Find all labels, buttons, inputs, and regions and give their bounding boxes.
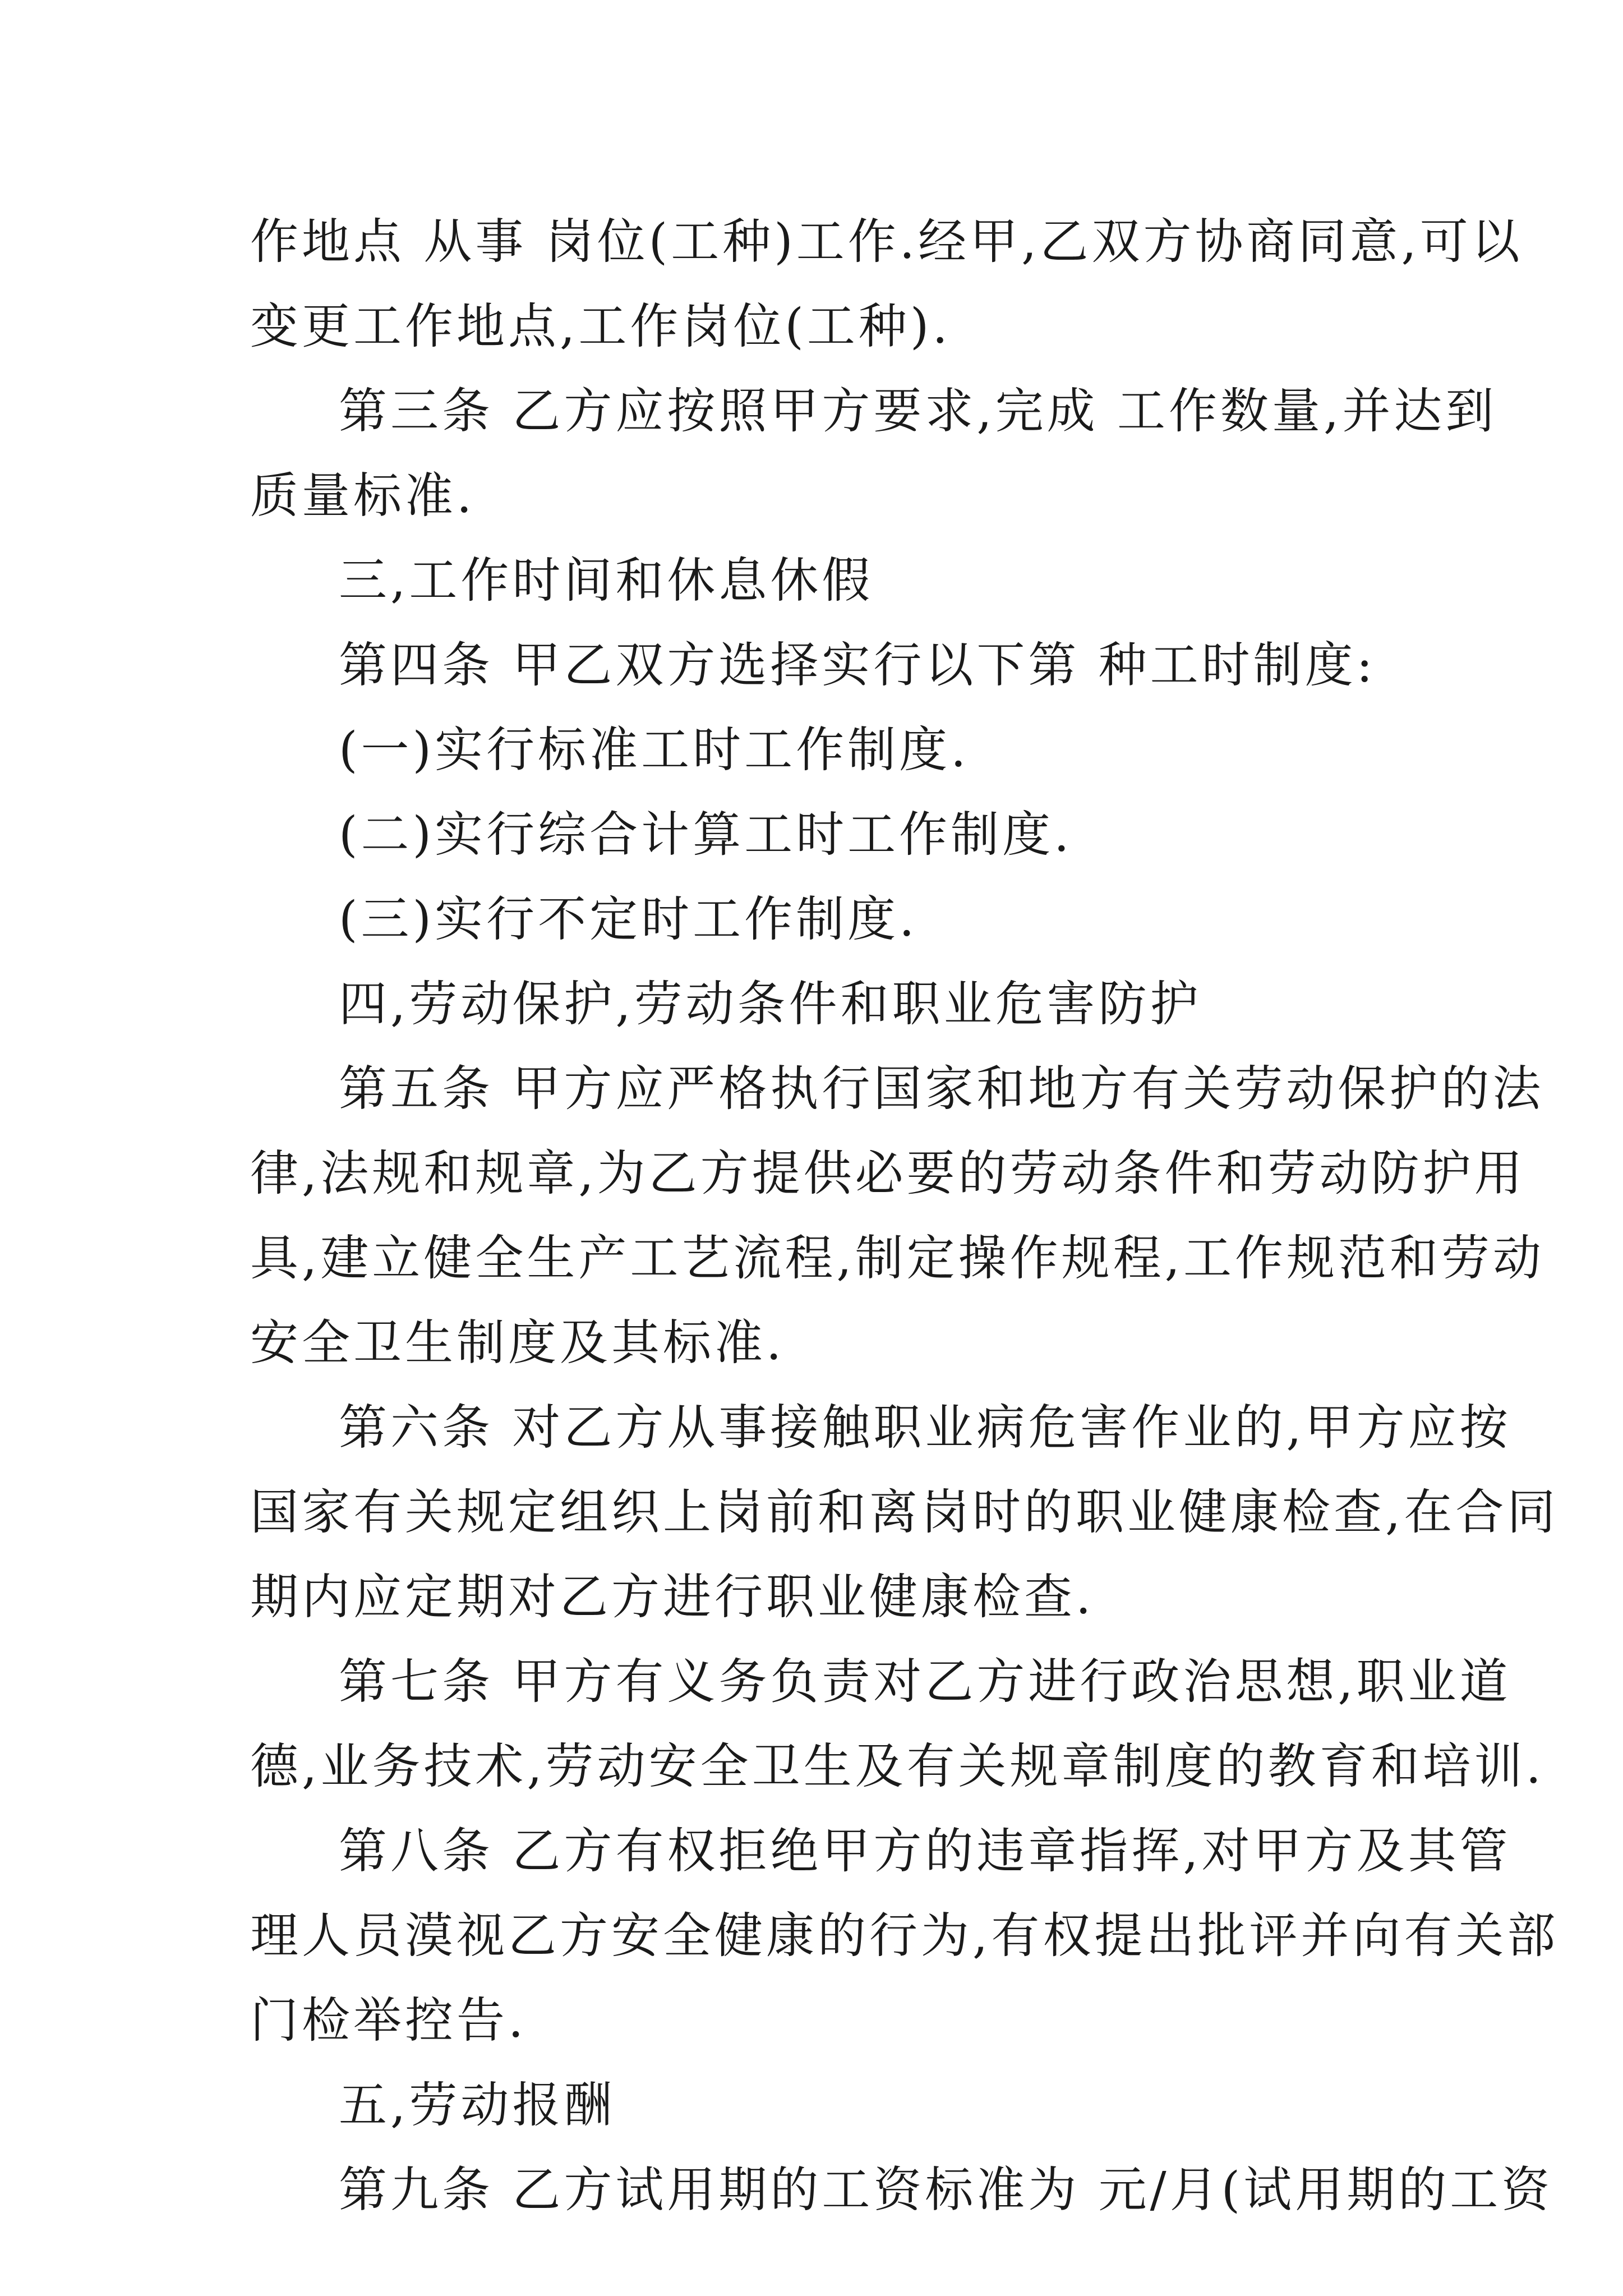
text-line: 具,建立健全生产工艺流程,制定操作规程,工作规范和劳动 — [250, 1230, 1545, 1286]
text-line: 第六条 对乙方从事接触职业病危害作业的,甲方应按 — [339, 1400, 1511, 1456]
text-line: 律,法规和规章,为乙方提供必要的劳动条件和劳动防护用 — [250, 1145, 1526, 1202]
text-line: 第八条 乙方有权拒绝甲方的违章指挥,对甲方及其管 — [339, 1823, 1511, 1879]
text-line: 第四条 甲乙双方选择实行以下第 种工时制度: — [339, 637, 1376, 693]
text-line: 国家有关规定组织上岗前和离岗时的职业健康检查,在合同 — [250, 1484, 1559, 1540]
section-heading: 三,工作时间和休息休假 — [339, 553, 874, 609]
text-line: 质量标准. — [250, 468, 476, 524]
text-line: 门检举控告. — [250, 1993, 527, 2049]
text-line: 第七条 甲方有义务负责对乙方进行政治思想,职业道 — [339, 1654, 1511, 1710]
text-line: 变更工作地点,工作岗位(工种). — [250, 298, 951, 355]
section-heading: 五,劳动报酬 — [339, 2077, 616, 2133]
text-line: 第三条 乙方应按照甲方要求,完成 工作数量,并达到 — [339, 383, 1497, 439]
text-line: 安全卫生制度及其标准. — [250, 1315, 785, 1371]
text-line: 第九条 乙方试用期的工资标准为 元/月(试用期的工资 — [339, 2162, 1553, 2218]
text-line: 期内应定期对乙方进行职业健康检查. — [250, 1569, 1095, 1625]
section-heading: 四,劳动保护,劳动条件和职业危害防护 — [339, 976, 1202, 1032]
text-line: 作地点 从事 岗位(工种)工作.经甲,乙双方协商同意,可以 — [250, 214, 1523, 270]
list-item: (三)实行不定时工作制度. — [339, 891, 918, 947]
contract-body-text — [250, 200, 1559, 2233]
text-line: 理人员漠视乙方安全健康的行为,有权提出批评并向有关部 — [250, 1908, 1559, 1964]
list-item: (一)实行标准工时工作制度. — [339, 722, 970, 778]
text-line: 德,业务技术,劳动安全卫生及有关规章制度的教育和培训. — [250, 1738, 1545, 1795]
list-item: (二)实行综合计算工时工作制度. — [339, 807, 1073, 863]
text-line: 第五条 甲方应严格执行国家和地方有关劳动保护的法 — [339, 1061, 1544, 1117]
